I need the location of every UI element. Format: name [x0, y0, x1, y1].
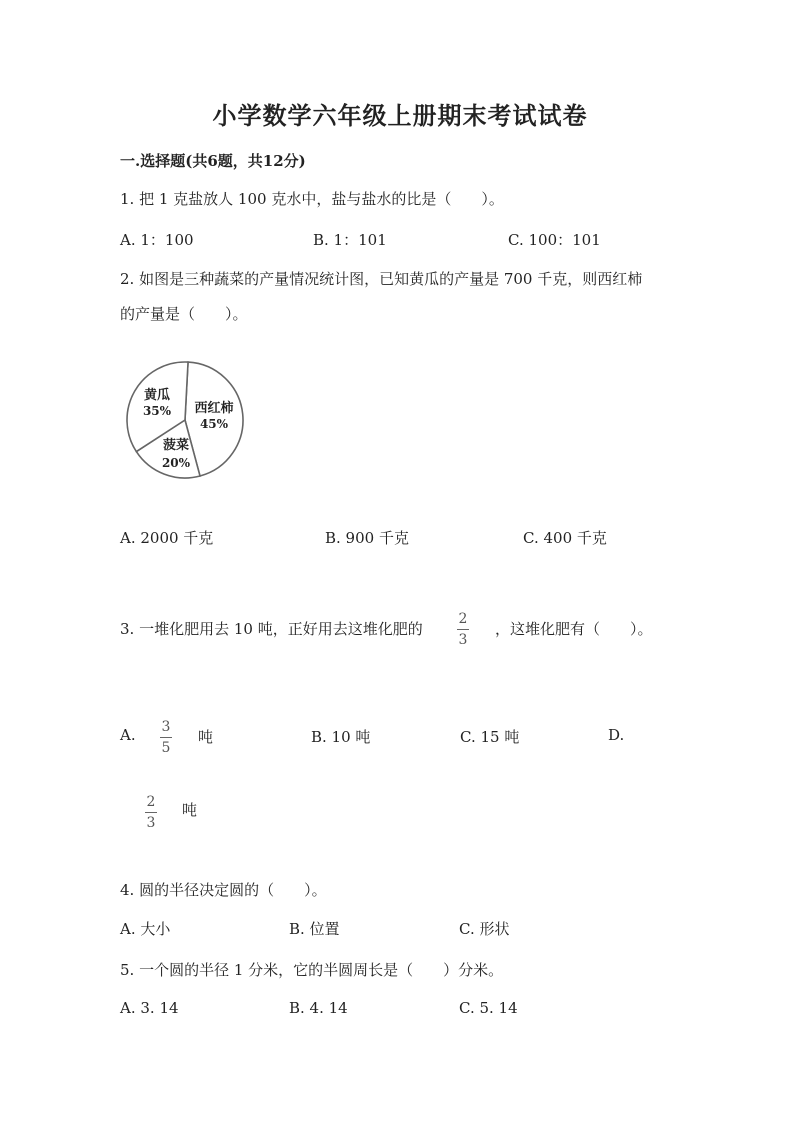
- q2-option-c[interactable]: C. 400 千克: [523, 529, 607, 547]
- fraction-numerator: 2: [146, 794, 156, 810]
- question-5-text: 5. 一个圆的半径 1 分米，它的半圆周长是（ ）分米。: [120, 961, 504, 979]
- question-2-line-1: 2. 如图是三种蔬菜的产量情况统计图，已知黄瓜的产量是 700 千克，则西红柿: [120, 270, 643, 288]
- slice-value-cucumber: 35%: [142, 404, 172, 418]
- slice-value-spinach: 20%: [161, 456, 191, 470]
- question-1-text: 1. 把 1 克盐放人 100 克水中，盐与盐水的比是（ ）。: [120, 190, 504, 208]
- q3-option-d-label[interactable]: D.: [608, 726, 625, 744]
- q3-option-c[interactable]: C. 15 吨: [460, 728, 520, 746]
- fraction-bar: [160, 737, 172, 738]
- page-title: 小学数学六年级上册期末考试试卷: [212, 101, 588, 130]
- slice-label-cucumber: 黄瓜: [143, 388, 171, 403]
- vegetable-pie-chart: [120, 358, 250, 488]
- slice-label-spinach: 菠菜: [162, 438, 190, 453]
- question-3-text-before: 3. 一堆化肥用去 10 吨，正好用去这堆化肥的: [120, 620, 423, 638]
- q1-option-c[interactable]: C. 100：101: [508, 231, 601, 249]
- question-3-text-after: ，这堆化肥有（ ）。: [495, 620, 653, 638]
- q5-option-b[interactable]: B. 4. 14: [289, 999, 348, 1017]
- q1-option-b[interactable]: B. 1：101: [313, 231, 387, 249]
- fraction-bar: [457, 629, 469, 630]
- q3-option-a-label[interactable]: A.: [120, 726, 136, 744]
- q4-option-c[interactable]: C. 形状: [459, 920, 510, 938]
- section-heading: 一.选择题(共6题，共12分): [120, 152, 306, 170]
- fraction-denominator: 3: [146, 815, 156, 831]
- q4-option-a[interactable]: A. 大小: [120, 920, 171, 938]
- question-2-line-2: 的产量是（ ）。: [120, 305, 248, 323]
- slice-value-tomato: 45%: [199, 417, 229, 431]
- q3-fraction: [457, 611, 469, 648]
- q3-option-a-unit: 吨: [198, 728, 214, 746]
- slice-label-tomato: 西红柿: [194, 401, 234, 416]
- q2-option-a[interactable]: A. 2000 千克: [120, 529, 214, 547]
- q3-option-d-unit: 吨: [182, 801, 198, 819]
- fraction-numerator: 2: [458, 611, 468, 627]
- q2-option-b[interactable]: B. 900 千克: [325, 529, 409, 547]
- q1-option-a[interactable]: A. 1：100: [120, 231, 194, 249]
- fraction-denominator: 3: [458, 632, 468, 648]
- q3-option-d-fraction: [145, 794, 157, 831]
- q5-option-a[interactable]: A. 3. 14: [120, 999, 179, 1017]
- q3-option-a-fraction: [160, 719, 172, 756]
- q4-option-b[interactable]: B. 位置: [289, 920, 340, 938]
- fraction-numerator: 3: [161, 719, 171, 735]
- question-4-text: 4. 圆的半径决定圆的（ ）。: [120, 881, 327, 899]
- fraction-bar: [145, 812, 157, 813]
- fraction-denominator: 5: [161, 740, 171, 756]
- q3-option-b[interactable]: B. 10 吨: [311, 728, 371, 746]
- q5-option-c[interactable]: C. 5. 14: [459, 999, 518, 1017]
